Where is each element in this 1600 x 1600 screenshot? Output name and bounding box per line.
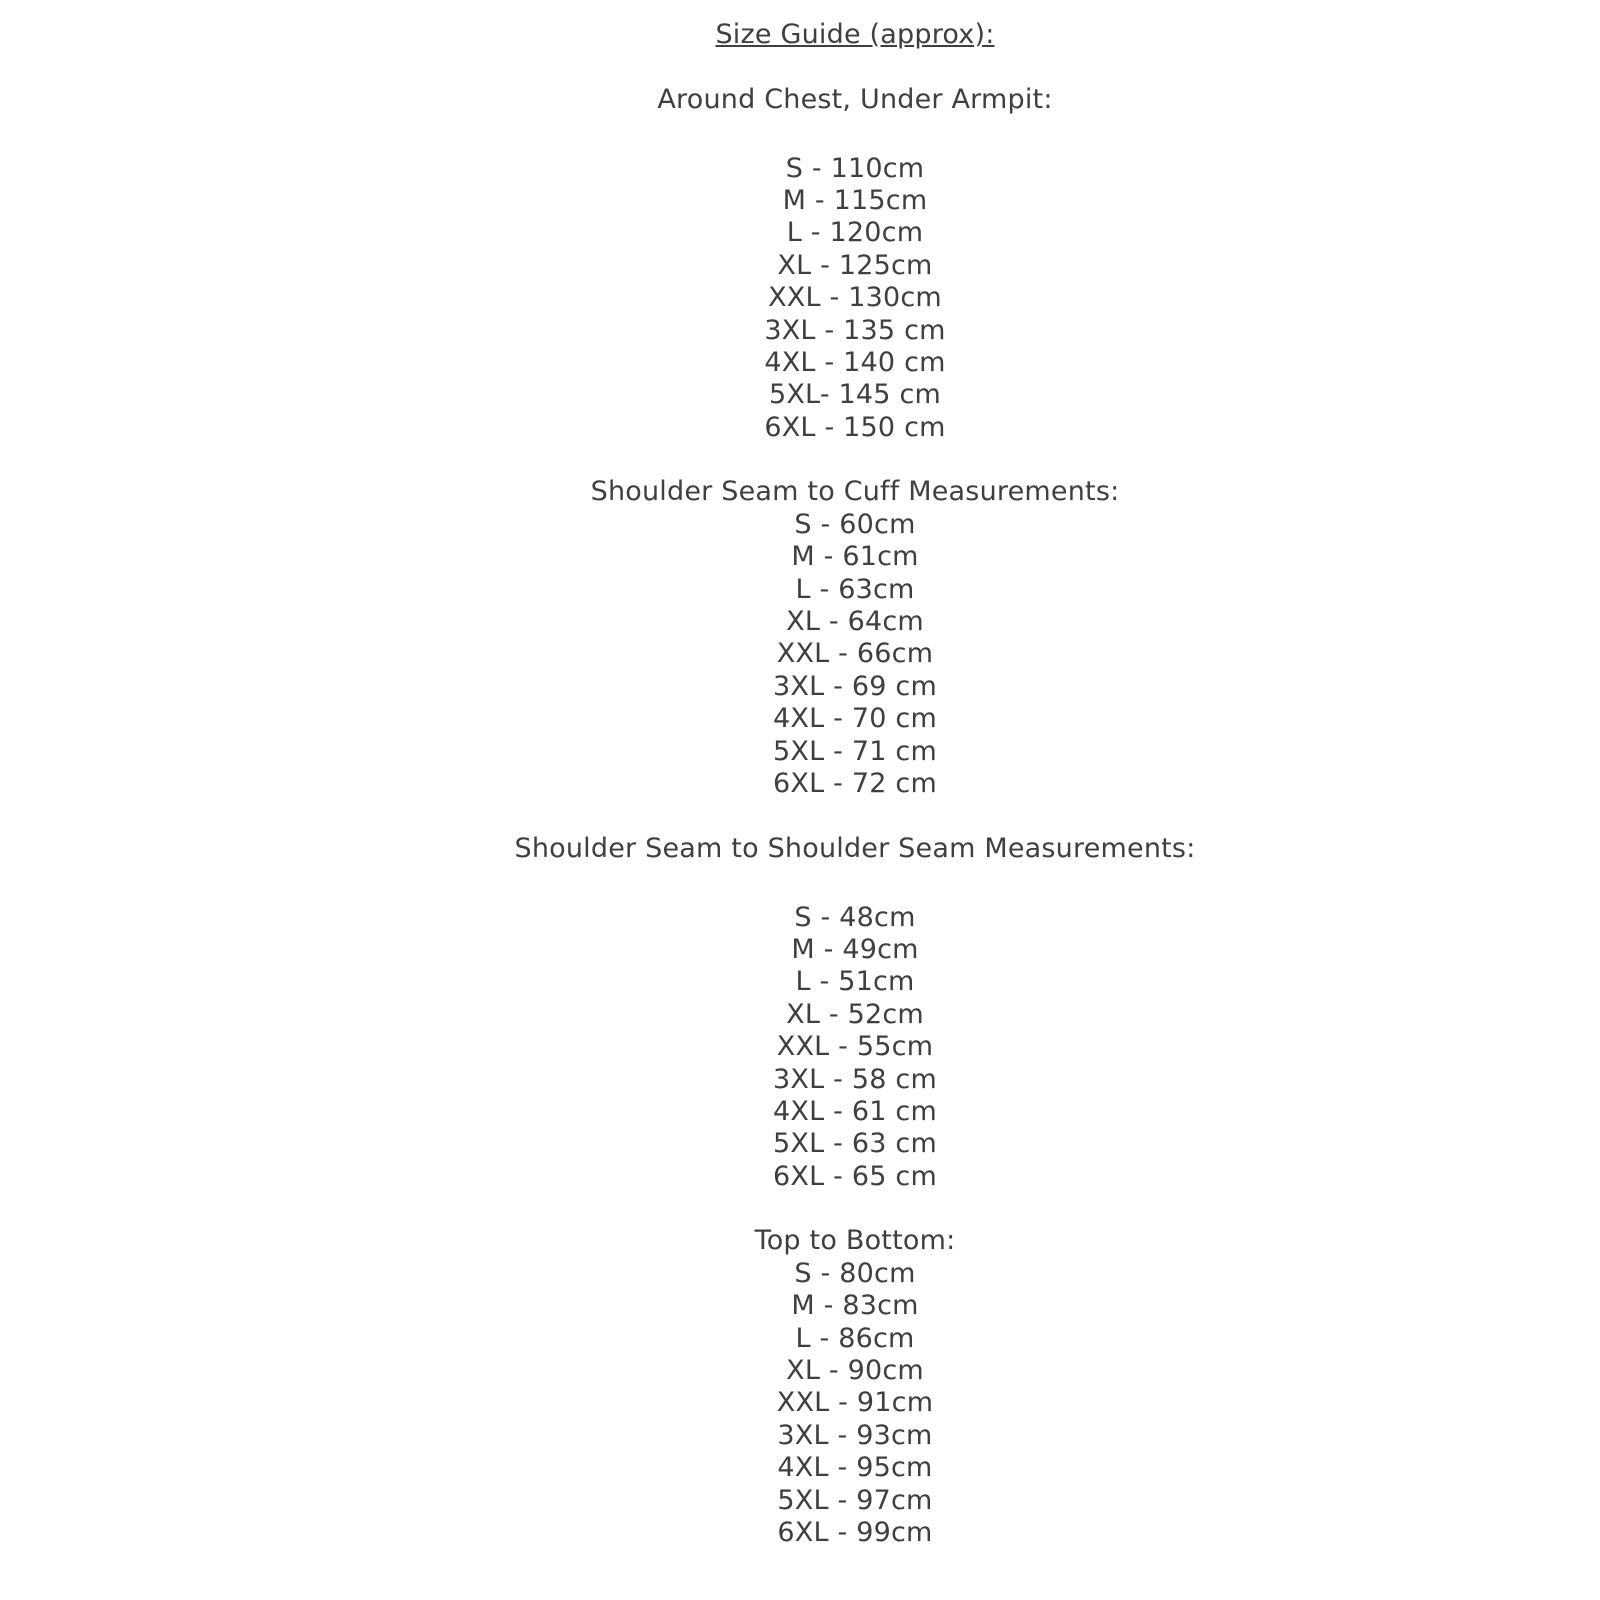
size-row: XXL - 55cm bbox=[776, 1031, 934, 1063]
size-row: S - 48cm bbox=[794, 901, 916, 933]
size-list-chest bbox=[110, 153, 1600, 445]
size-row: 6XL - 65 cm bbox=[773, 1160, 937, 1192]
size-row: XXL - 91cm bbox=[776, 1387, 934, 1419]
size-row: XXL - 130cm bbox=[768, 282, 942, 314]
size-row: L - 63cm bbox=[795, 573, 915, 605]
size-row: L - 51cm bbox=[795, 966, 915, 998]
size-row: XL - 90cm bbox=[786, 1355, 924, 1387]
size-row: L - 120cm bbox=[786, 217, 924, 249]
size-row: 3XL - 69 cm bbox=[773, 670, 937, 702]
section-heading-shoulder: Shoulder Seam to Shoulder Seam Measurements: bbox=[514, 832, 1196, 864]
size-row: 3XL - 58 cm bbox=[773, 1063, 937, 1095]
size-row: S - 60cm bbox=[794, 508, 916, 540]
size-row: 6XL - 99cm bbox=[777, 1516, 933, 1548]
spacer bbox=[110, 51, 1600, 83]
size-guide-document bbox=[110, 0, 1600, 1549]
size-row: L - 86cm bbox=[795, 1322, 915, 1354]
section-heading-chest: Around Chest, Under Armpit: bbox=[657, 83, 1053, 115]
size-row: M - 49cm bbox=[791, 933, 919, 965]
section-heading-length: Top to Bottom: bbox=[754, 1225, 956, 1257]
size-row: XL - 125cm bbox=[777, 249, 933, 281]
page-title: Size Guide (approx): bbox=[715, 19, 995, 50]
size-row: XL - 52cm bbox=[786, 998, 924, 1030]
size-row: 5XL- 145 cm bbox=[768, 379, 942, 411]
size-list-cuff bbox=[110, 509, 1600, 801]
size-row: 5XL - 71 cm bbox=[773, 735, 937, 767]
spacer bbox=[110, 865, 1600, 897]
size-list-shoulder bbox=[110, 902, 1600, 1194]
size-row: 3XL - 93cm bbox=[777, 1419, 933, 1451]
size-row: S - 80cm bbox=[794, 1257, 916, 1289]
size-row: XL - 64cm bbox=[786, 606, 924, 638]
size-row: 4XL - 61 cm bbox=[773, 1095, 937, 1127]
size-row: M - 115cm bbox=[782, 184, 928, 216]
size-row: XXL - 66cm bbox=[776, 638, 934, 670]
size-row: S - 110cm bbox=[785, 152, 925, 184]
section-heading-cuff: Shoulder Seam to Cuff Measurements: bbox=[590, 476, 1120, 508]
spacer bbox=[110, 800, 1600, 832]
size-row: 5XL - 97cm bbox=[777, 1484, 933, 1516]
size-row: 4XL - 95cm bbox=[777, 1452, 933, 1484]
size-row: 4XL - 70 cm bbox=[773, 703, 937, 735]
size-list-length bbox=[110, 1258, 1600, 1550]
spacer bbox=[110, 444, 1600, 476]
spacer bbox=[110, 1193, 1600, 1225]
size-row: 5XL - 63 cm bbox=[773, 1128, 937, 1160]
size-row: 3XL - 135 cm bbox=[764, 314, 946, 346]
size-row: 6XL - 72 cm bbox=[773, 767, 937, 799]
size-row: M - 61cm bbox=[791, 541, 919, 573]
size-row: 4XL - 140 cm bbox=[764, 346, 946, 378]
spacer bbox=[110, 116, 1600, 148]
size-row: 6XL - 150 cm bbox=[764, 411, 946, 443]
size-row: M - 83cm bbox=[791, 1290, 919, 1322]
